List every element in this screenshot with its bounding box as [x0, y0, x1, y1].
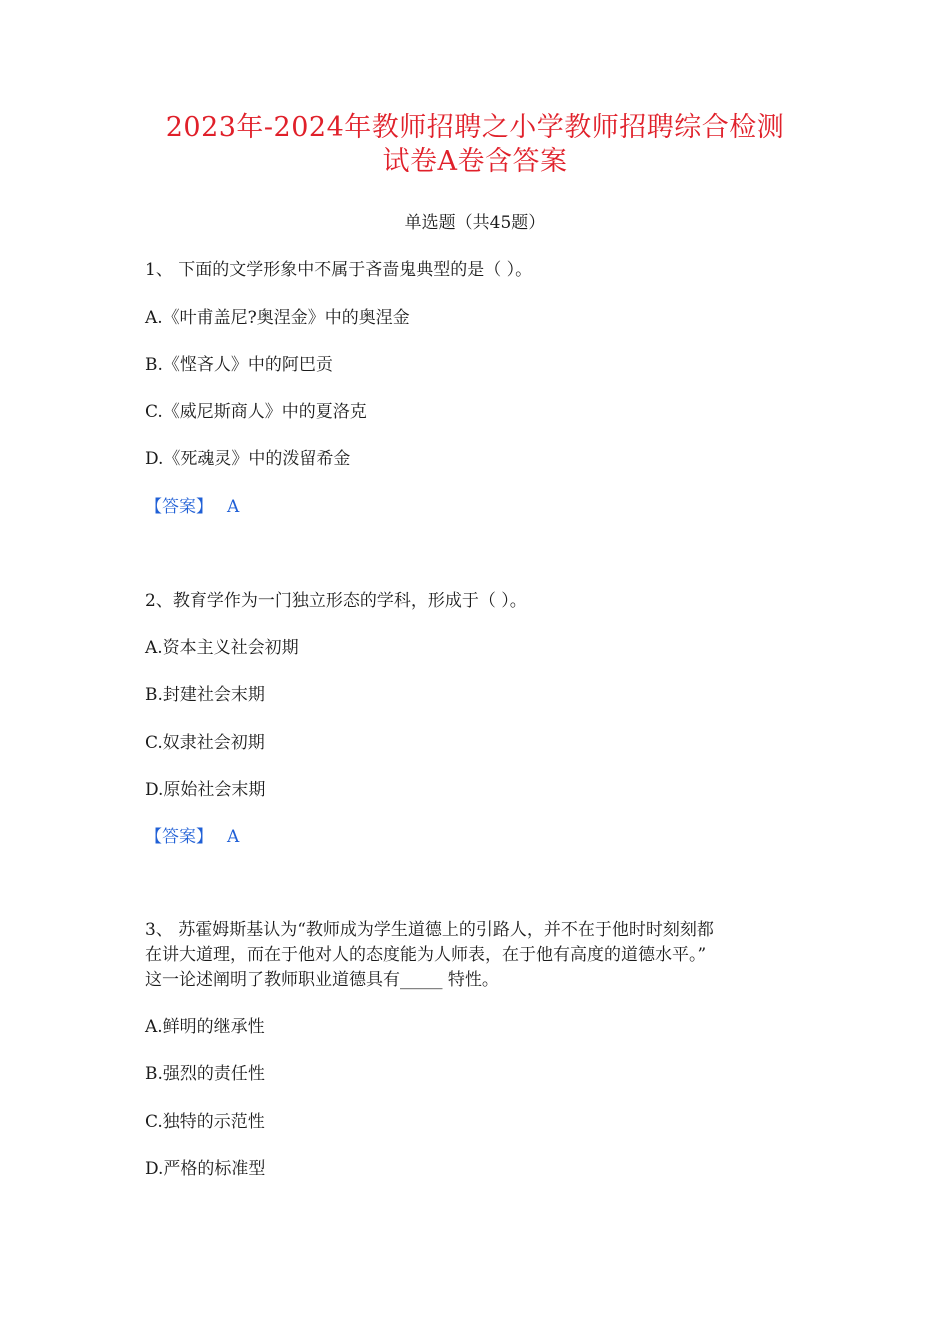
- answer-label: 【答案】: [145, 827, 213, 847]
- question-1-option-b: B.《悭吝人》中的阿巴贡: [145, 355, 333, 375]
- question-2-option-c: C.奴隶社会初期: [145, 733, 265, 753]
- answer-label: 【答案】: [145, 497, 213, 517]
- question-3-stem-line-1: 3、 苏霍姆斯基认为“教师成为学生道德上的引路人，并不在于他时时刻刻都: [145, 920, 714, 940]
- question-3-option-d: D.严格的标准型: [145, 1159, 266, 1179]
- question-3-stem-line-3: 这一论述阐明了教师职业道德具有_____ 特性。: [145, 970, 499, 990]
- question-2-option-a: A.资本主义社会初期: [145, 638, 299, 658]
- question-1-answer: [145, 494, 239, 520]
- answer-value: A: [227, 497, 240, 517]
- document-title-line-2: 试卷A卷含答案: [382, 146, 568, 177]
- question-1-stem: 1、 下面的文学形象中不属于吝啬鬼典型的是（ ）。: [145, 260, 533, 280]
- question-2-stem: 2、教育学作为一门独立形态的学科，形成于（ ）。: [145, 591, 527, 611]
- document-title-line-1: 2023年-2024年教师招聘之小学教师招聘综合检测: [165, 112, 785, 143]
- question-1-option-d: D.《死魂灵》中的泼留希金: [145, 449, 351, 469]
- question-3-option-a: A.鲜明的继承性: [145, 1017, 265, 1037]
- answer-value: A: [227, 827, 240, 847]
- question-3-option-c: C.独特的示范性: [145, 1112, 265, 1132]
- question-3-option-b: B.强烈的责任性: [145, 1064, 265, 1084]
- question-1-option-c: C.《威尼斯商人》中的夏洛克: [145, 402, 367, 422]
- question-2-answer: [145, 824, 239, 850]
- question-2-option-d: D.原始社会末期: [145, 780, 266, 800]
- question-3-stem-line-2: 在讲大道理，而在于他对人的态度能为人师表，在于他有高度的道德水平。”: [145, 945, 707, 965]
- question-2-option-b: B.封建社会末期: [145, 685, 265, 705]
- section-heading: 单选题（共45题）: [404, 213, 546, 233]
- question-1-option-a: A.《叶甫盖尼?奥涅金》中的奥涅金: [145, 308, 410, 328]
